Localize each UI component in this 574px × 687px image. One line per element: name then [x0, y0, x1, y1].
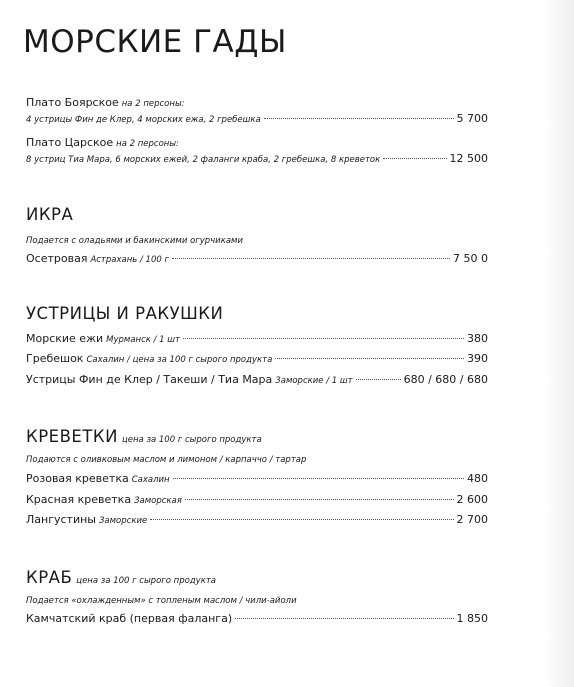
menu-item-row [26, 612, 488, 626]
item-detail: Астрахань / 100 г [90, 255, 169, 265]
item-detail: Сахалин / цена за 100 г сырого продукта [86, 355, 273, 365]
leader-dots [356, 379, 401, 380]
item-price: 2 600 [456, 493, 488, 506]
item-price: 5 700 [456, 112, 488, 125]
platter-tsar-row [26, 152, 488, 166]
item-name: Морские ежи [26, 332, 104, 345]
item-detail: на 2 персоны: [121, 99, 185, 109]
section-note: Подается с оладьями и бакинскими огурчиками [26, 236, 243, 246]
item-name: Красная креветка [26, 493, 132, 506]
leader-dots [173, 478, 464, 479]
platter-tsar-header [26, 136, 488, 150]
leader-dots [185, 499, 454, 500]
item-price: 480 [467, 472, 488, 485]
menu-item-row [26, 493, 488, 507]
item-name: Гребешок [26, 352, 84, 365]
platter-contents: 8 устриц Тиа Мара, 6 морских ежей, 2 фаланги краба, 2 гребешка, 8 креветок [26, 155, 381, 165]
page-title: МОРСКИЕ ГАДЫ [23, 24, 287, 60]
menu-item-row [26, 332, 488, 346]
item-price: 7 50 0 [453, 252, 488, 265]
section-subtitle: цена за 100 г сырого продукта [76, 576, 216, 586]
menu-item-row [26, 252, 488, 266]
item-detail: Мурманск / 1 шт [106, 335, 180, 345]
item-name: Плато Боярское [26, 96, 119, 109]
section-title-shrimp [26, 427, 262, 446]
item-price: 12 500 [449, 152, 488, 165]
item-name: Плато Царское [26, 136, 114, 149]
leader-dots [183, 338, 464, 339]
page-edge-shadow [544, 0, 574, 687]
item-detail: Заморские [98, 516, 148, 526]
section-subtitle: цена за 100 г сырого продукта [121, 435, 262, 445]
item-name: Розовая креветка [26, 472, 129, 485]
item-name: Камчатский краб (первая фаланга) [26, 612, 233, 625]
section-heading: УСТРИЦЫ И РАКУШКИ [26, 304, 224, 323]
item-name: Осетровая [26, 252, 88, 265]
leader-dots [275, 358, 464, 359]
section-note: Подается «охлажденным» с топленым маслом / чили-айоли [26, 596, 297, 606]
item-name: Устрицы Фин де Клер / Такеши / Тиа Мара [26, 373, 273, 386]
menu-item-row [26, 513, 488, 527]
leader-dots [383, 158, 446, 159]
section-heading: КРЕВЕТКИ [26, 427, 118, 446]
section-title-crab [26, 568, 216, 587]
section-title-caviar [26, 205, 73, 224]
platter-contents: 4 устрицы Фин де Клер, 4 морских ежа, 2 гребешка [26, 115, 261, 125]
menu-item-row [26, 373, 488, 387]
leader-dots [150, 519, 453, 520]
platter-boyar-row [26, 112, 488, 126]
menu-item-row [26, 352, 488, 366]
leader-dots [264, 118, 454, 119]
item-price: 2 700 [456, 513, 488, 526]
leader-dots [172, 258, 450, 259]
item-price: 380 [467, 332, 488, 345]
item-price: 390 [467, 352, 488, 365]
item-detail: Заморская [134, 496, 182, 506]
item-price: 1 850 [456, 612, 488, 625]
section-heading: КРАБ [26, 568, 73, 587]
item-detail: Сахалин [131, 475, 170, 485]
section-note: Подаются с оливковым маслом и лимоном / карпаччо / тартар [26, 455, 307, 465]
section-heading: ИКРА [26, 205, 74, 224]
item-detail: на 2 персоны: [116, 139, 179, 149]
menu-item-row [26, 472, 488, 486]
item-detail: Заморские / 1 шт [275, 376, 353, 386]
platter-boyar-header [26, 96, 488, 110]
leader-dots [235, 618, 453, 619]
item-price: 680 / 680 / 680 [403, 373, 488, 386]
item-name: Лангустины [26, 513, 96, 526]
section-title-oysters [26, 304, 223, 323]
